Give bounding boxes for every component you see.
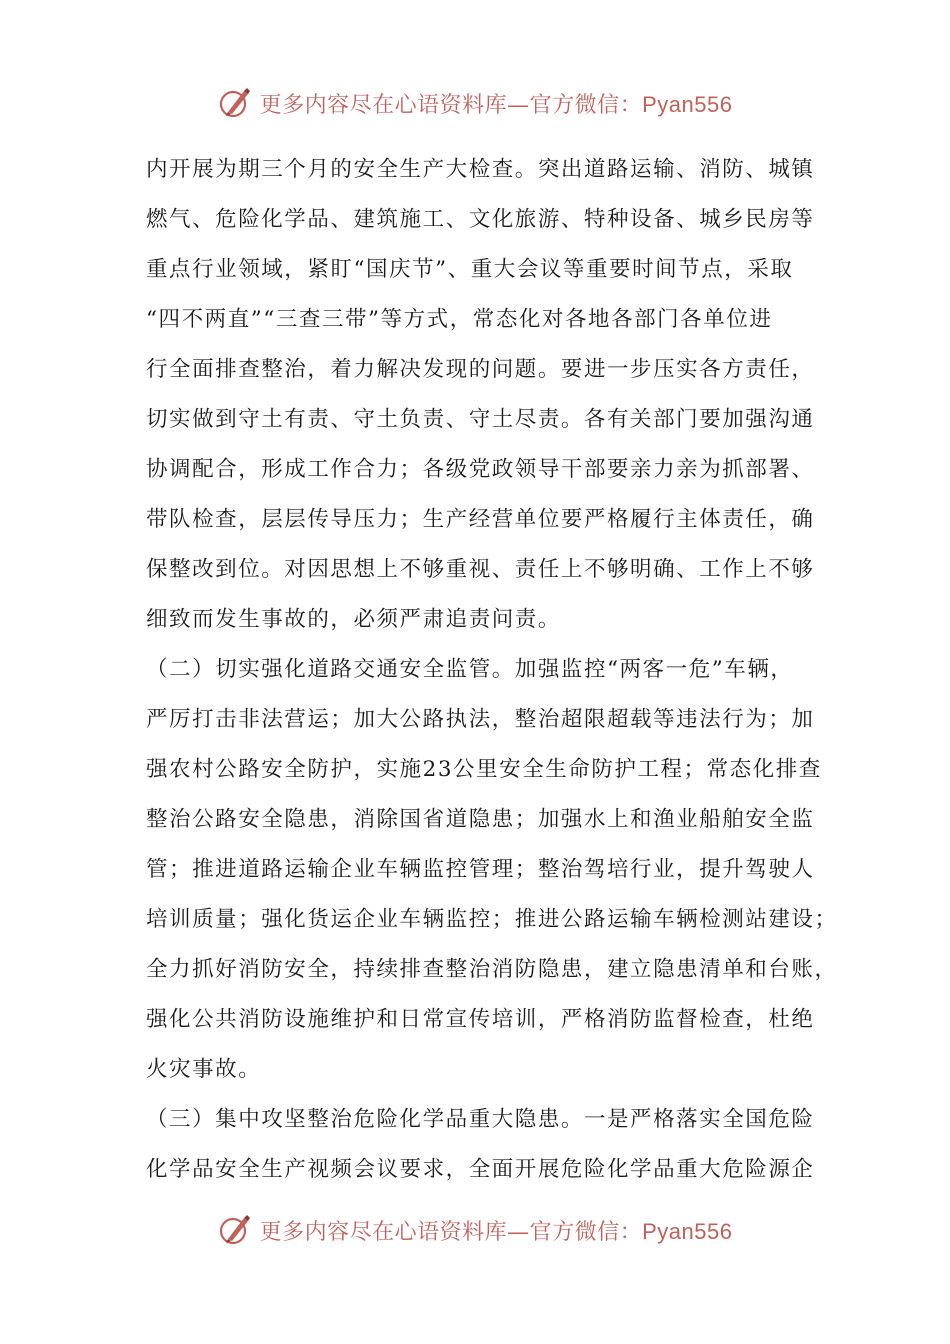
body-text-line: 化学品安全生产视频会议要求，全面开展危险化学品重大危险源企 [146,1157,815,1182]
pen-nib-logo-icon [218,1212,254,1248]
body-text-line: 燃气、危险化学品、建筑施工、文化旅游、特种设备、城乡民房等 [146,207,815,232]
body-text-line: 重点行业领域，紧盯“国庆节”、重大会议等重要时间节点，采取 [146,257,794,282]
header-banner-account: Pyan556 [642,91,733,117]
footer-banner [0,1208,950,1252]
footer-banner-label: 更多内容尽在心语资料库—官方微信： [259,1219,643,1245]
body-text-line: 带队检查，层层传导压力；生产经营单位要严格履行主体责任，确 [146,507,815,532]
body-text-line: 强化公共消防设施维护和日常宣传培训，严格消防监督检查，杜绝 [146,1007,815,1032]
header-banner-label: 更多内容尽在心语资料库—官方微信： [259,92,643,118]
body-text-line: 细致而发生事故的，必须严肃追责问责。 [146,607,561,632]
body-text-line: 保整改到位。对因思想上不够重视、责任上不够明确、工作上不够 [146,557,815,582]
body-text-line: 整治公路安全隐患，消除国省道隐患；加强水上和渔业船舶安全监 [146,807,815,832]
body-text-line: 行全面排查整治，着力解决发现的问题。要进一步压实各方责任， [146,357,815,382]
body-text-line: 协调配合，形成工作合力；各级党政领导干部要亲力亲为抓部署、 [146,457,815,482]
body-text-line: 切实做到守土有责、守土负责、守土尽责。各有关部门要加强沟通 [146,407,815,432]
body-text-line: “四不两直”“三查三带”等方式，常态化对各地各部门各单位进 [146,307,773,332]
header-banner-text [260,88,733,119]
document-body [146,145,838,1195]
body-text-line: 强农村公路安全防护，实施23公里安全生命防护工程；常态化排查 [146,757,822,782]
body-text-line: 培训质量；强化货运企业车辆监控；推进公路运输车辆检测站建设； [146,907,838,932]
body-text-line: 火灾事故。 [146,1057,262,1082]
body-text-line: 全力抓好消防安全，持续排查整治消防隐患，建立隐患清单和台账， [146,957,838,982]
footer-banner-account: Pyan556 [642,1218,733,1244]
body-text-line: （二）切实强化道路交通安全监管。加强监控“两客一危”车辆， [146,657,794,682]
footer-banner-text [260,1215,733,1246]
body-text-line: 管；推进道路运输企业车辆监控管理；整治驾培行业，提升驾驶人 [146,857,815,882]
body-text-line: 严厉打击非法营运；加大公路执法，整治超限超载等违法行为；加 [146,707,815,732]
body-text-line: （三）集中攻坚整治危险化学品重大隐患。一是严格落实全国危险 [146,1107,815,1132]
body-text-line: 内开展为期三个月的安全生产大检查。突出道路运输、消防、城镇 [146,157,815,182]
header-banner [0,81,950,125]
pen-nib-logo-icon [218,85,254,121]
